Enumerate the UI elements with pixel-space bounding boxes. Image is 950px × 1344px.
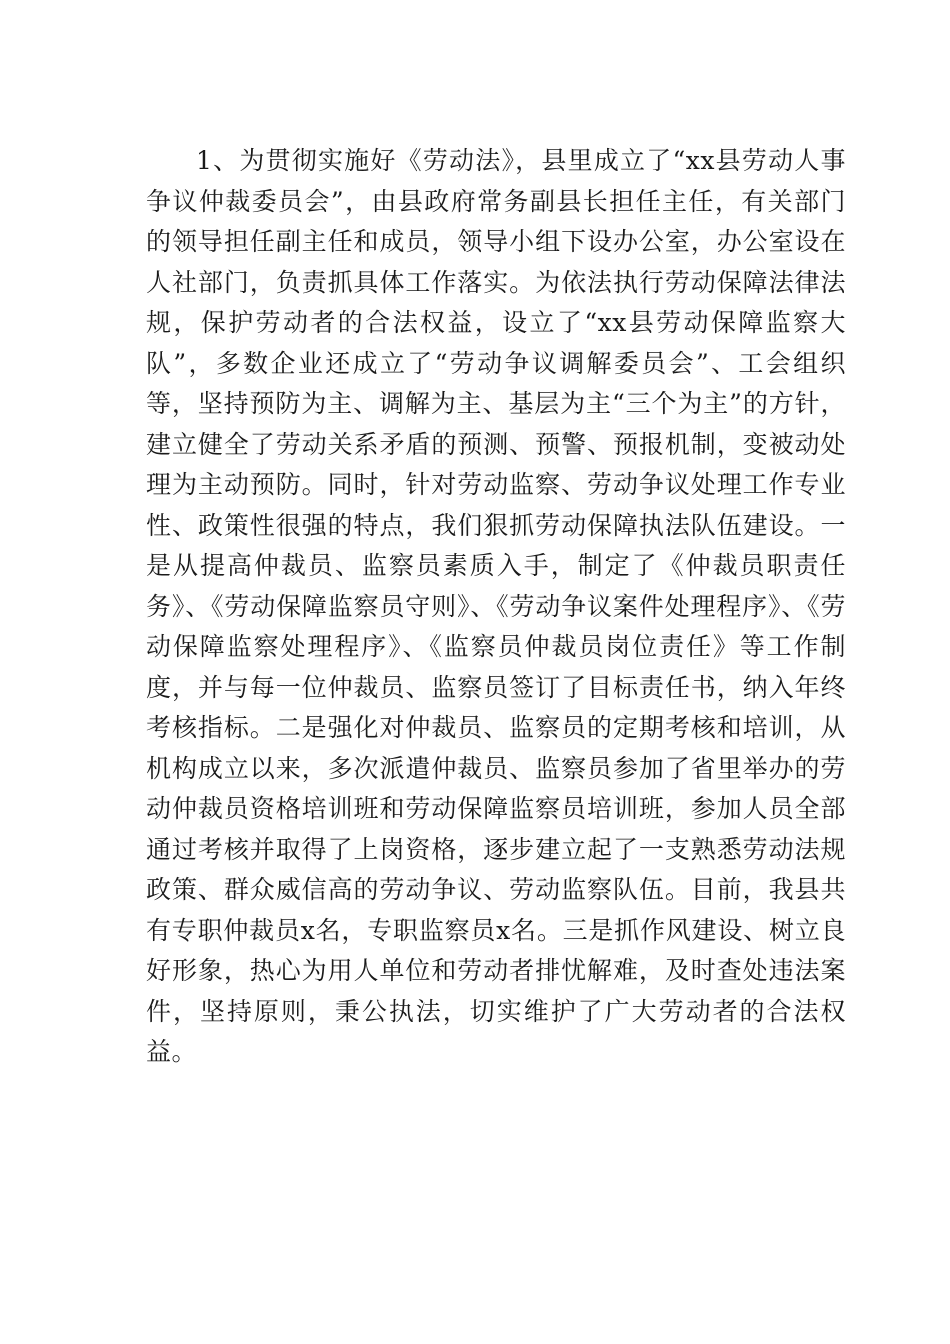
- body-paragraph: 1、为贯彻实施好《劳动法》，县里成立了“xx县劳动人事争议仲裁委员会”，由县政府常务副县长担任主任，有关部门的领导担任副主任和成员，领导小组下设办公室，办公室设在人社部门，负责抓具体工作落实。为依法执行劳动保障法律法规，保护劳动者的合法权益，设立了“xx县劳动保障监察大队”，多数企业还成立了“劳动争议调解委员会”、工会组织等，坚持预防为主、调解为主、基层为主“三个为主”的方针，建立健全了劳动关系矛盾的预测、预警、预报机制，变被动处理为主动预防。同时，针对劳动监察、劳动争议处理工作专业性、政策性很强的特点，我们狠抓劳动保障执法队伍建设。一是从提高仲裁员、监察员素质入手，制定了《仲裁员职责任务》、《劳动保障监察员守则》、《劳动争议案件处理程序》、《劳动保障监察处理程序》、《监察员仲裁员岗位责任》等工作制度，并与每一位仲裁员、监察员签订了目标责任书，纳入年终考核指标。二是强化对仲裁员、监察员的定期考核和培训，从机构成立以来，多次派遣仲裁员、监察员参加了省里举办的劳动仲裁员资格培训班和劳动保障监察员培训班，参加人员全部通过考核并取得了上岗资格，逐步建立起了一支熟悉劳动法规政策、群众威信高的劳动争议、劳动监察队伍。目前，我县共有专职仲裁员x名，专职监察员x名。三是抓作风建设、树立良好形象，热心为用人单位和劳动者排忧解难，及时查处违法案件，坚持原则，秉公执法，切实维护了广大劳动者的合法权益。: [146, 146, 846, 1066]
